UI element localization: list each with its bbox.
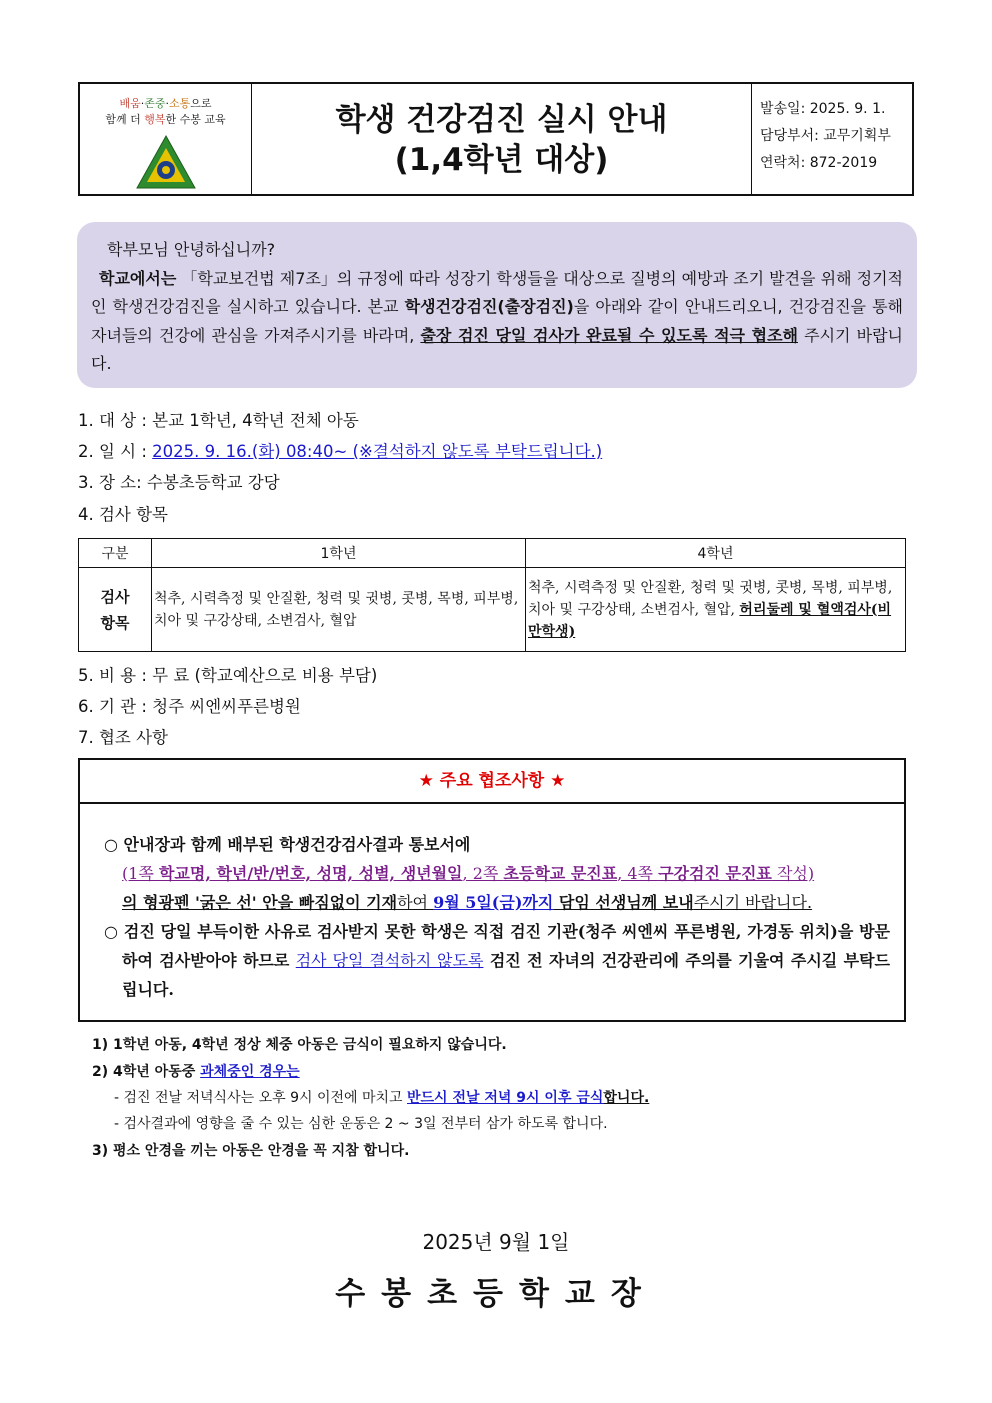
item-cooperation-heading: 7. 협조 사항 [78,728,168,747]
item-institution: 6. 기 관 : 청주 씨엔씨푸른병원 [78,697,301,716]
table-header-grade1: 1학년 [152,539,526,568]
item-place: 3. 장 소: 수봉초등학교 강당 [78,473,280,492]
table-row-label: 검사 항목 [79,568,152,652]
note-2-detail-2: - 검사결과에 영향을 줄 수 있는 심한 운동은 2 ~ 3일 전부터 삼가 하도록 합니다. [114,1116,608,1132]
coop-bullet-1-line-1: ○ 안내장과 함께 배부된 학생건강검사결과 통보서에 [104,835,471,854]
school-emblem-icon [135,134,197,192]
item-target: 1. 대 상 : 본교 1학년, 4학년 전체 아동 [78,411,359,430]
grade1-items-cell: 척추, 시력측정 및 안질환, 청력 및 귓병, 콧병, 목병, 피부병, 치아 및 구강상태, 소변검사, 혈압 [152,568,526,652]
note-2: 2) 4학년 아동중 과체중인 경우는 [92,1064,300,1080]
issue-date: 발송일: 2025. 9. 1. [760,101,886,117]
greeting-panel [77,222,917,388]
cooperation-body [80,804,904,1004]
coop-bullet-1-detail: (1쪽 학교명, 학년/반/번호, 성명, 성별, 생년월일, 2쪽 초등학교 문진표, 4쪽 구강검진 문진표 작성) 의 형광펜 '굵은 선' 안을 빠짐없이 기재하여 9월 5일(금)까지 담임 선생님께 보내주시기 바랍니다. [122,864,815,912]
note-2-detail-1: - 검진 전날 저녁식사는 오후 9시 이전에 마치고 반드시 전날 저녁 9시 이후 금식합니다. [114,1090,650,1106]
footer-signature: 수봉초등학교장 [335,1276,657,1312]
coop-bullet-2: ○ 검진 당일 부득이한 사유로 검사받지 못한 학생은 직접 검진 기관(청주 씨엔씨 푸른병원, 가경동 위치)을 방문하여 검사받아야 하므로 검사 당일 결석하지 않도록 검진 전 자녀의 건강관리에 주의를 기울여 주시길 부탁드립니다. [104,922,890,999]
greeting-hello: 학부모님 안녕하십니까? [107,240,276,259]
slogan-line-1: 배움·존중·소통으로 [119,97,212,110]
note-3: 3) 평소 안경을 끼는 아동은 안경을 꼭 지참 합니다. [92,1143,410,1159]
document-header [78,82,914,196]
cooperation-heading: ★ 주요 협조사항 ★ [80,760,904,804]
footer-date: 2025년 9월 1일 [422,1230,570,1254]
title-line-1: 학생 건강검진 실시 안내 [335,102,668,138]
item-schedule: 2. 일 시 : 2025. 9. 16.(화) 08:40~ (※결석하지 않도록 부탁드립니다.) [78,442,603,461]
school-logo-block [80,84,252,194]
document-title [252,84,752,194]
cooperation-box [78,758,906,1022]
item-exam-heading: 4. 검사 항목 [78,505,168,524]
department: 담당부서: 교무기획부 [760,128,891,144]
document-meta [752,84,912,194]
table-header-grade4: 4학년 [526,539,906,568]
item-cost: 5. 비 용 : 무 료 (학교예산으로 비용 부담) [78,666,378,685]
title-line-2: (1,4학년 대상) [394,142,609,178]
contact: 연락처: 872-2019 [760,155,878,171]
slogan-line-2: 함께 더 행복한 수봉 교육 [105,113,226,126]
greeting-body: 학교에서는 「학교보건법 제7조」의 규정에 따라 성장기 학생들을 대상으로 질병의 예방과 조기 발견을 위해 정기적인 학생건강검진을 실시하고 있습니다. 본교 학생건강검진(출장검진)을 아래와 같이 안내드리오니, 건강검진을 통해 자녀들의 건강에 관심을 가져주시기를 바라며, 출장 검진 당일 검사가 완료될 수 있도록 적극 협조해 주시기 바랍니다. [91,268,903,373]
exam-items-table [78,538,906,652]
grade4-items-cell: 척추, 시력측정 및 안질환, 청력 및 귓병, 콧병, 목병, 피부병, 치아 및 구강상태, 소변검사, 혈압, 허리둘레 및 혈액검사(비만학생) [526,568,906,652]
note-1: 1) 1학년 아동, 4학년 정상 체중 아동은 금식이 필요하지 않습니다. [92,1037,507,1053]
table-header-division: 구분 [79,539,152,568]
